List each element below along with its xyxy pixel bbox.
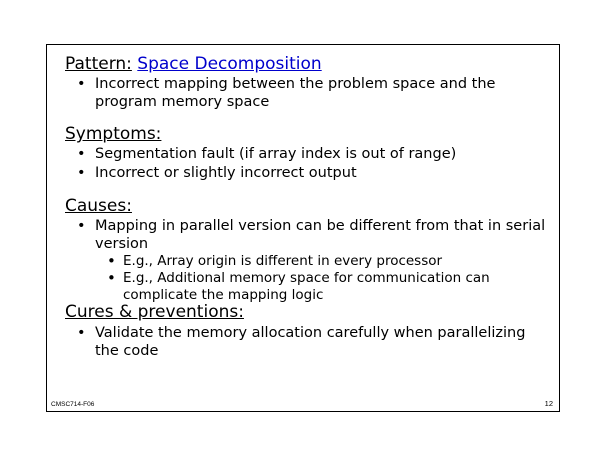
list-item-text: E.g., Array origin is different in every processor	[123, 252, 443, 269]
section-heading-pattern-label: Pattern:	[65, 54, 132, 74]
slide-frame	[46, 44, 560, 412]
section-heading-pattern	[65, 55, 549, 74]
list-item	[65, 324, 549, 360]
list-item-text: Incorrect or slightly incorrect output	[95, 165, 357, 182]
sub-bullet-list-causes	[95, 253, 549, 304]
list-item	[65, 75, 549, 111]
bullet-marker: •	[77, 146, 86, 163]
slide-number: 12	[544, 399, 553, 408]
bullet-marker: •	[107, 251, 116, 270]
list-item	[65, 164, 549, 182]
bullet-marker: •	[77, 165, 86, 182]
list-item-text: Segmentation fault (if array index is out of range)	[95, 146, 457, 163]
section-heading-symptoms	[65, 125, 549, 144]
bullet-list-causes	[65, 217, 549, 304]
footer-course-code: CMSC714-F06	[51, 401, 95, 408]
list-item	[95, 270, 549, 304]
section-heading-causes-label: Causes:	[65, 195, 132, 216]
list-item-text: E.g., Additional memory space for communication can complicate the mapping logic	[123, 269, 490, 303]
list-item-text: Incorrect mapping between the problem space and the program memory space	[95, 76, 496, 111]
list-item	[65, 217, 549, 304]
section-heading-symptoms-label: Symptoms:	[65, 124, 162, 145]
list-item	[65, 145, 549, 163]
bullet-list-cures	[65, 324, 549, 360]
list-item-text: Mapping in parallel version can be different from that in serial version	[95, 217, 546, 252]
bullet-list-pattern	[65, 75, 549, 111]
list-item-text: Validate the memory allocation carefully when parallelizing the code	[95, 324, 526, 359]
section-heading-pattern-accent: Space Decomposition	[137, 54, 322, 74]
section-heading-causes	[65, 197, 549, 216]
bullet-marker: •	[77, 324, 86, 341]
bullet-marker: •	[77, 217, 86, 234]
bullet-marker: •	[77, 76, 86, 93]
list-item	[95, 253, 549, 270]
section-heading-cures-label: Cures & preventions:	[65, 302, 244, 323]
slide-content	[65, 55, 549, 360]
bullet-marker: •	[107, 268, 116, 287]
section-heading-cures	[65, 303, 549, 322]
bullet-list-symptoms	[65, 145, 549, 182]
